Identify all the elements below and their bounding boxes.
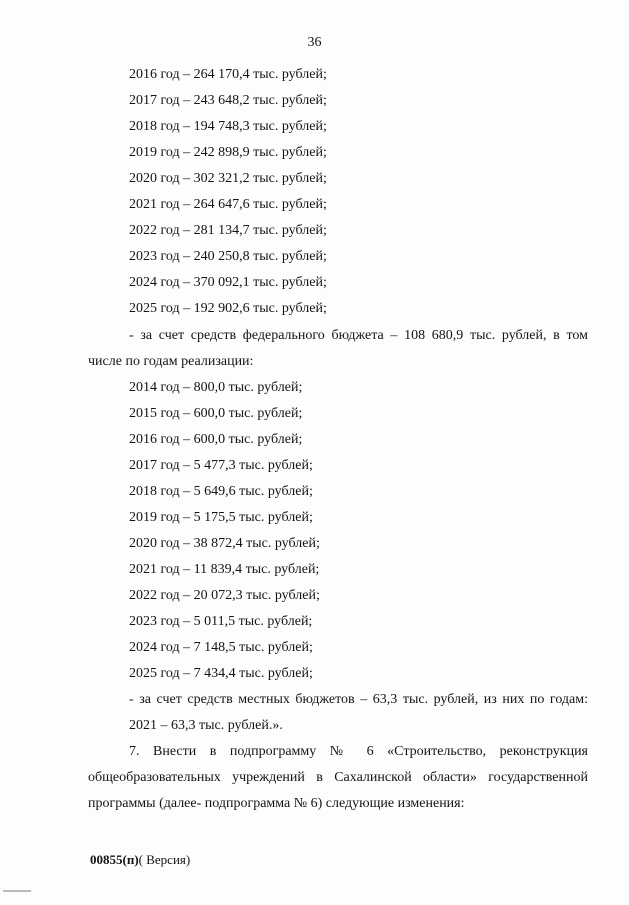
footer-code: 00855(п) bbox=[90, 852, 139, 867]
scan-artifact bbox=[3, 890, 31, 892]
list-item: 2021 год – 11 839,4 тыс. рублей; bbox=[129, 562, 320, 577]
item7-line: программы (далее- подпрограмма № 6) следующие изменения: bbox=[88, 796, 465, 811]
list-item: 2017 год – 243 648,2 тыс. рублей; bbox=[129, 93, 327, 108]
list-item: 2025 год – 192 902,6 тыс. рублей; bbox=[129, 301, 327, 316]
list-item: 2022 год – 281 134,7 тыс. рублей; bbox=[129, 223, 327, 238]
item7-line: 7. Внести в подпрограмму № 6 «Строительство, реконструкция bbox=[129, 744, 588, 759]
list-item: 2017 год – 5 477,3 тыс. рублей; bbox=[129, 458, 313, 473]
local-budget-year: 2021 – 63,3 тыс. рублей.». bbox=[129, 718, 283, 733]
list-item: 2023 год – 5 011,5 тыс. рублей; bbox=[129, 614, 313, 629]
list-item: 2025 год – 7 434,4 тыс. рублей; bbox=[129, 666, 313, 681]
list-item: 2020 год – 38 872,4 тыс. рублей; bbox=[129, 536, 320, 551]
item7-line: общеобразовательных учреждений в Сахалинской области» государственной bbox=[88, 770, 588, 785]
list-item: 2021 год – 264 647,6 тыс. рублей; bbox=[129, 197, 327, 212]
list-item: 2016 год – 264 170,4 тыс. рублей; bbox=[129, 67, 327, 82]
federal-budget-line: - за счет средств федерального бюджета – 108 680,9 тыс. рублей, в том bbox=[129, 328, 588, 343]
list-item: 2018 год – 5 649,6 тыс. рублей; bbox=[129, 484, 313, 499]
footer-version: ( Версия) bbox=[138, 852, 191, 867]
list-item: 2024 год – 370 092,1 тыс. рублей; bbox=[129, 275, 327, 290]
list-item: 2022 год – 20 072,3 тыс. рублей; bbox=[129, 588, 320, 603]
list-item: 2024 год – 7 148,5 тыс. рублей; bbox=[129, 640, 313, 655]
list-item: 2020 год – 302 321,2 тыс. рублей; bbox=[129, 171, 327, 186]
list-item: 2019 год – 5 175,5 тыс. рублей; bbox=[129, 510, 313, 525]
list-item: 2014 год – 800,0 тыс. рублей; bbox=[129, 380, 303, 395]
list-item: 2018 год – 194 748,3 тыс. рублей; bbox=[129, 119, 327, 134]
list-item: 2016 год – 600,0 тыс. рублей; bbox=[129, 432, 303, 447]
page-number: 36 bbox=[307, 35, 322, 50]
local-budget-line: - за счет средств местных бюджетов – 63,3 тыс. рублей, из них по годам: bbox=[129, 692, 588, 707]
list-item: 2023 год – 240 250,8 тыс. рублей; bbox=[129, 249, 327, 264]
federal-budget-line-cont: числе по годам реализации: bbox=[88, 354, 254, 369]
list-item: 2015 год – 600,0 тыс. рублей; bbox=[129, 406, 303, 421]
list-item: 2019 год – 242 898,9 тыс. рублей; bbox=[129, 145, 327, 160]
footer-doc-code bbox=[90, 852, 190, 868]
